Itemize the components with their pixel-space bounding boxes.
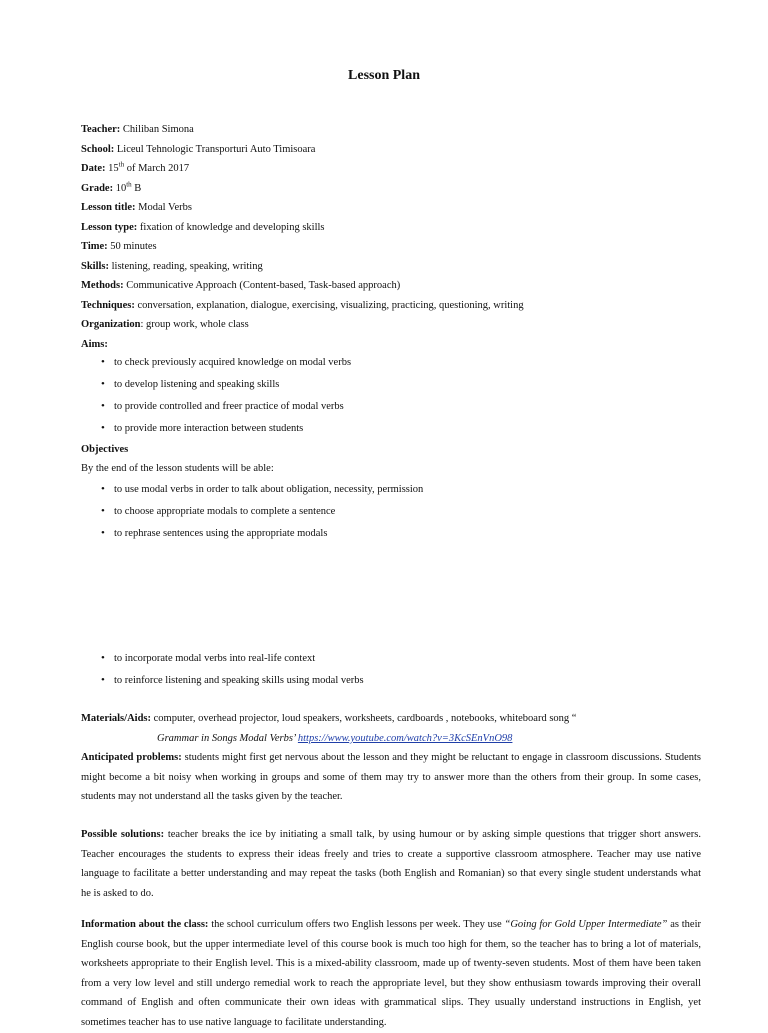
possible-solutions-paragraph: Possible solutions: teacher breaks the ice by initiating a small talk, by using humour or by asking simple questions that trigger short answers. Teacher encourages the students to express their ideas freely and tries to create a supportive classroom atmosphere. Teacher may use native language to facilitate a better understanding and may repeat the tasks (both English and Romanian) so that every single student understands what he is asked to do. xyxy=(81,829,701,899)
aims-list xyxy=(81,355,351,443)
document-title: Lesson Plan xyxy=(348,68,420,83)
lesson-meta xyxy=(81,122,524,356)
class-info-paragraph: Information about the class: the school curriculum offers two English lessons per week. They use “Going for Gold Upper Intermediate” as their English course book, but the upper intermediate level of this course book is much too high for them, so the teacher has to bring a lot of materials, worksheets appropriate to their English level. This is a mixed-ability classroom, made up of twenty-seven students. Most of them have been taken from a very low level and still undergo remedial work to reach the appropriate level, but they show enthusiasm towards improving their overall command of English and often communicate their own ideas with grammatical slips. They usually understand instructions in English, yet sometimes teacher has to use native language to facilitate understanding. xyxy=(81,919,701,1028)
objectives-intro: By the end of the lesson students will be able: xyxy=(81,463,274,474)
youtube-link[interactable]: https://www.youtube.com/watch?v=3KcSEnVnO98 xyxy=(297,732,513,744)
meta-organization: Organization: group work, whole class xyxy=(81,319,249,330)
meta-date: Date: 15th of March 2017 xyxy=(81,160,190,174)
objectives-list xyxy=(81,482,423,548)
anticipated-problems-paragraph: Anticipated problems: students might first get nervous about the lesson and they might be reluctant to engage in classroom discussions. Students might become a bit noisy when working in groups and some of them may try to answer more than the others from their group. In some cases, students may not understand all the tasks given by the teacher. xyxy=(81,752,701,803)
meta-techniques: Techniques: conversation, explanation, dialogue, exercising, visualizing, practicing, questioning, writing xyxy=(81,299,524,311)
list-item: • to reinforce listening and speaking skills using modal verbs xyxy=(81,673,364,695)
list-item: • to provide more interaction between students xyxy=(81,421,351,443)
list-item: • to provide controlled and freer practice of modal verbs xyxy=(81,399,351,421)
materials-paragraph: Materials/Aids: computer, overhead projector, loud speakers, worksheets, cardboards , notebooks, whiteboard song “ Grammar in Songs Modal Verbs’ https://www.youtube.com/watch?v=3KcSEnVnO98 xyxy=(81,713,577,744)
list-item: • to develop listening and speaking skills xyxy=(81,377,351,399)
meta-grade: Grade: 10th B xyxy=(81,180,142,194)
meta-skills: Skills: listening, reading, speaking, writing xyxy=(81,260,263,272)
meta-school: School: Liceul Tehnologic Transporturi Auto Timisoara xyxy=(81,143,316,155)
objectives-heading: Objectives xyxy=(81,444,129,455)
list-item: • to check previously acquired knowledge on modal verbs xyxy=(81,355,351,377)
meta-aims: Aims: xyxy=(81,338,108,350)
list-item: • to incorporate modal verbs into real-life context xyxy=(81,651,364,673)
meta-time: Time: 50 minutes xyxy=(81,241,157,252)
objectives-list-continued xyxy=(81,651,364,695)
list-item: • to rephrase sentences using the appropriate modals xyxy=(81,526,423,548)
meta-lesson-type: Lesson type: fixation of knowledge and developing skills xyxy=(81,221,325,233)
meta-lesson-title: Lesson title: Modal Verbs xyxy=(81,202,192,213)
list-item: • to use modal verbs in order to talk about obligation, necessity, permission xyxy=(81,482,423,504)
meta-teacher: Teacher: Chiliban Simona xyxy=(81,124,194,135)
meta-methods: Methods: Communicative Approach (Content-based, Task-based approach) xyxy=(81,280,401,291)
list-item: • to choose appropriate modals to complete a sentence xyxy=(81,504,423,526)
